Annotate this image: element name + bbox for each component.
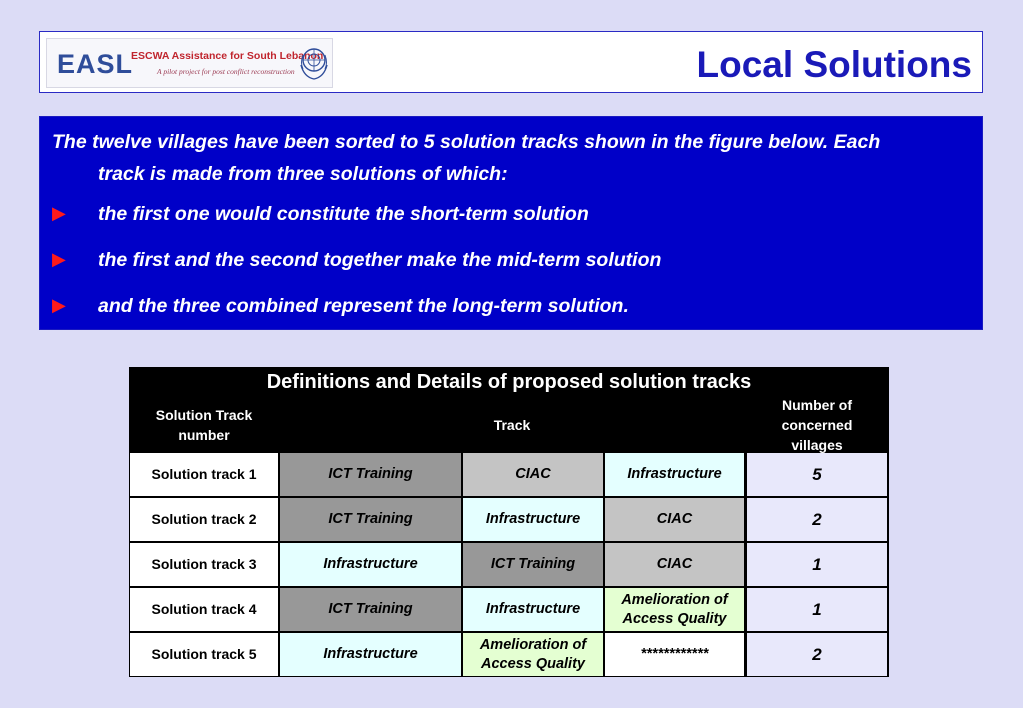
solution-cell: Infrastructure <box>280 543 461 586</box>
col-header-villages: Number of concerned villages <box>781 396 853 453</box>
solution-tracks-table <box>129 367 889 677</box>
solution-cell: Infrastructure <box>605 453 744 496</box>
bullet-text: the first and the second together make the mid-term solution <box>98 249 662 271</box>
logo-name: ESCWA Assistance for South Lebanon <box>131 50 324 62</box>
intro-paragraph <box>52 126 962 190</box>
solution-cell: ICT Training <box>463 543 603 586</box>
bullet-arrow-icon: ▶ <box>52 249 66 269</box>
table-row-label: Solution track 2 <box>130 498 278 541</box>
village-count: 1 <box>747 543 887 586</box>
solution-cell: CIAC <box>605 543 744 586</box>
bullet-text: and the three combined represent the long-term solution. <box>98 295 629 317</box>
solution-cell: ICT Training <box>280 453 461 496</box>
village-count: 2 <box>747 498 887 541</box>
table-row-label: Solution track 1 <box>130 453 278 496</box>
logo-acronym: EASL <box>57 49 134 79</box>
solution-cell: CIAC <box>463 453 603 496</box>
table-row-label: Solution track 5 <box>130 633 278 676</box>
village-count: 2 <box>747 633 887 676</box>
intro-line-1: The twelve villages have been sorted to 5 solution tracks shown in the figure below. Each <box>52 131 881 153</box>
solution-cell: Infrastructure <box>463 498 603 541</box>
col-header-track: Track <box>493 416 531 433</box>
table-title: Definitions and Details of proposed solution tracks <box>266 371 752 393</box>
un-emblem-icon <box>297 43 331 83</box>
solution-cell: Infrastructure <box>280 633 461 676</box>
solution-cell: CIAC <box>605 498 744 541</box>
bullet-arrow-icon: ▶ <box>52 203 66 223</box>
solution-cell: Amelioration of Access Quality <box>605 588 744 631</box>
solution-cell: ************ <box>605 633 744 676</box>
logo-tagline: A pilot project for post conflict reconstruction <box>157 67 295 76</box>
bullet-arrow-icon: ▶ <box>52 295 66 315</box>
bullet-text: the first one would constitute the short-term solution <box>98 203 589 225</box>
solution-cell: Infrastructure <box>463 588 603 631</box>
village-count: 5 <box>747 453 887 496</box>
intro-line-2: track is made from three solutions of which: <box>98 163 508 185</box>
header-bar <box>39 31 983 93</box>
solution-cell: Amelioration of Access Quality <box>463 633 603 676</box>
solution-cell: ICT Training <box>280 498 461 541</box>
easl-logo <box>46 38 333 88</box>
table-row-label: Solution track 4 <box>130 588 278 631</box>
col-header-number: Solution Track number <box>155 406 253 443</box>
solution-cell: ICT Training <box>280 588 461 631</box>
intro-box <box>39 116 983 330</box>
page-title: Local Solutions <box>696 44 972 85</box>
table-row-label: Solution track 3 <box>130 543 278 586</box>
village-count: 1 <box>747 588 887 631</box>
